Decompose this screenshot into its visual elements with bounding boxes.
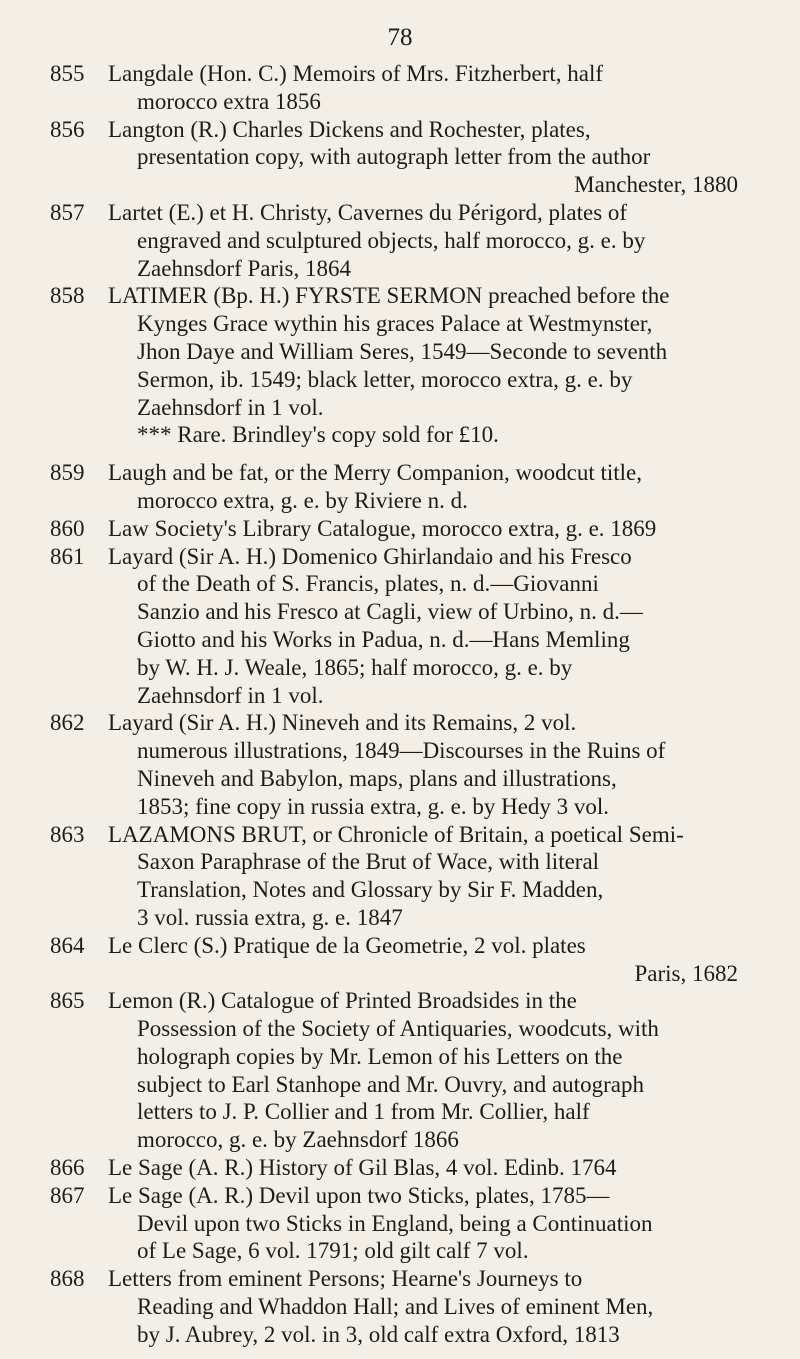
catalogue-entry-861 [50,543,738,710]
entry-line: Langton (R.) Charles Dickens and Rochester, plates, [108,116,591,142]
entry-line: Sermon, ib. 1549; black letter, morocco extra, g. e. by [137,366,633,392]
entry-line: by W. H. J. Weale, 1865; half morocco, g. e. by [137,654,573,680]
entry-line: by J. Aubrey, 2 vol. in 3, old calf extra Oxford, 1813 [137,1321,620,1347]
catalogue-entry-859 [50,459,738,515]
entry-line: Langdale (Hon. C.) Memoirs of Mrs. Fitzherbert, half [108,61,604,86]
entry-line: Sanzio and his Fresco at Cagli, view of Urbino, n. d.— [137,599,643,625]
catalogue-entry-855 [50,60,738,116]
entry-number: 856 [50,116,85,142]
entry-line: Laugh and be fat, or the Merry Companion, woodcut title, [108,460,642,486]
entry-line: Possession of the Society of Antiquaries, woodcuts, with [137,1016,659,1042]
entry-number: 858 [50,283,85,309]
entry-line: Zaehnsdorf Paris, 1864 [137,255,351,281]
entry-line: Translation, Notes and Glossary by Sir F. Madden, [137,877,604,903]
entry-line: Layard (Sir A. H.) Nineveh and its Remains, 2 vol. [108,710,577,736]
entry-line: morocco extra, g. e. by Riviere n. d. [137,487,468,513]
entry-line: subject to Earl Stanhope and Mr. Ouvry, and autograph [137,1071,644,1097]
entry-line: Zaehnsdorf in 1 vol. [137,394,324,420]
entry-line: presentation copy, with autograph letter from the author [137,144,651,170]
entry-number: 866 [50,1155,85,1181]
catalogue-entry-856 [50,116,738,199]
entry-line: holograph copies by Mr. Lemon of his Letters on the [137,1043,623,1069]
entry-line: Letters from eminent Persons; Hearne's Journeys to [108,1266,583,1292]
entry-line: Lemon (R.) Catalogue of Printed Broadsides in the [108,988,577,1014]
entry-line: LATIMER (Bp. H.) FYRSTE SERMON preached before the [108,283,670,309]
entry-number: 859 [50,460,85,486]
entry-line: Lartet (E.) et H. Christy, Cavernes du Périgord, plates of [108,199,628,225]
entry-gap [50,449,738,459]
catalogue-entry-862 [50,709,738,820]
entry-line: morocco, g. e. by Zaehnsdorf 1866 [137,1127,459,1153]
entry-line: Le Clerc (S.) Pratique de la Geometrie, 2 vol. plates [108,932,586,958]
entry-number: 860 [50,515,85,541]
catalogue-entry-868 [50,1265,738,1348]
catalogue-entry-863 [50,821,738,932]
entry-line: of the Death of S. Francis, plates, n. d.—Giovanni [137,571,599,597]
page-number: 78 [387,24,413,51]
entry-line: morocco extra 1856 [137,88,321,114]
entry-number: 865 [50,988,85,1014]
catalogue-entry-866 [50,1154,738,1182]
entry-line: Saxon Paraphrase of the Brut of Wace, with literal [137,849,600,875]
entry-number: 867 [50,1182,85,1208]
entry-line: numerous illustrations, 1849—Discourses in the Ruins of [137,738,666,764]
entry-line: engraved and sculptured objects, half morocco, g. e. by [137,227,646,253]
entry-line: Paris, 1682 [634,960,738,986]
entry-number: 863 [50,821,85,847]
entry-line: 3 vol. russia extra, g. e. 1847 [137,904,403,930]
entry-line: Law Society's Library Catalogue, morocco extra, g. e. 1869 [108,515,657,541]
entry-line: Giotto and his Works in Padua, n. d.—Hans Memling [137,626,630,652]
entry-number: 864 [50,932,85,958]
entry-line: Le Sage (A. R.) Devil upon two Sticks, plates, 1785— [108,1182,610,1208]
entry-line: Manchester, 1880 [574,172,738,198]
entry-number: 861 [50,543,85,569]
catalogue-entry-857 [50,199,738,282]
catalogue-entry-858 [50,282,738,449]
catalogue-entry-867 [50,1182,738,1265]
entry-line: Zaehnsdorf in 1 vol. [137,682,324,708]
entry-number: 868 [50,1266,85,1292]
catalogue-entry-865 [50,987,738,1154]
entry-line: of Le Sage, 6 vol. 1791; old gilt calf 7 vol. [137,1238,529,1264]
entry-line: 1853; fine copy in russia extra, g. e. by Hedy 3 vol. [137,793,610,819]
entry-line: Le Sage (A. R.) History of Gil Blas, 4 vol. Edinb. 1764 [108,1155,617,1181]
entry-number: 857 [50,199,85,225]
entry-line: Kynges Grace wythin his graces Palace at Westmynster, [137,311,653,337]
entry-number: 855 [50,61,85,86]
entry-line: Jhon Daye and William Seres, 1549—Seconde to seventh [137,338,668,364]
entry-line: LAZAMONS BRUT, or Chronicle of Britain, a poetical Semi- [108,821,684,847]
entry-line: Nineveh and Babylon, maps, plans and illustrations, [137,765,617,791]
entry-line: letters to J. P. Collier and 1 from Mr. Collier, half [137,1099,590,1125]
catalogue-entry-860 [50,515,738,543]
entry-note: *** Rare. Brindley's copy sold for £10. [137,422,499,448]
entry-number: 862 [50,710,85,736]
entry-line: Devil upon two Sticks in England, being a Continuation [137,1210,653,1236]
catalogue-entry-864 [50,932,738,988]
catalogue-list [50,60,738,1349]
entry-line: Layard (Sir A. H.) Domenico Ghirlandaio and his Fresco [108,543,632,569]
entry-line: Reading and Whaddon Hall; and Lives of eminent Men, [137,1294,654,1320]
